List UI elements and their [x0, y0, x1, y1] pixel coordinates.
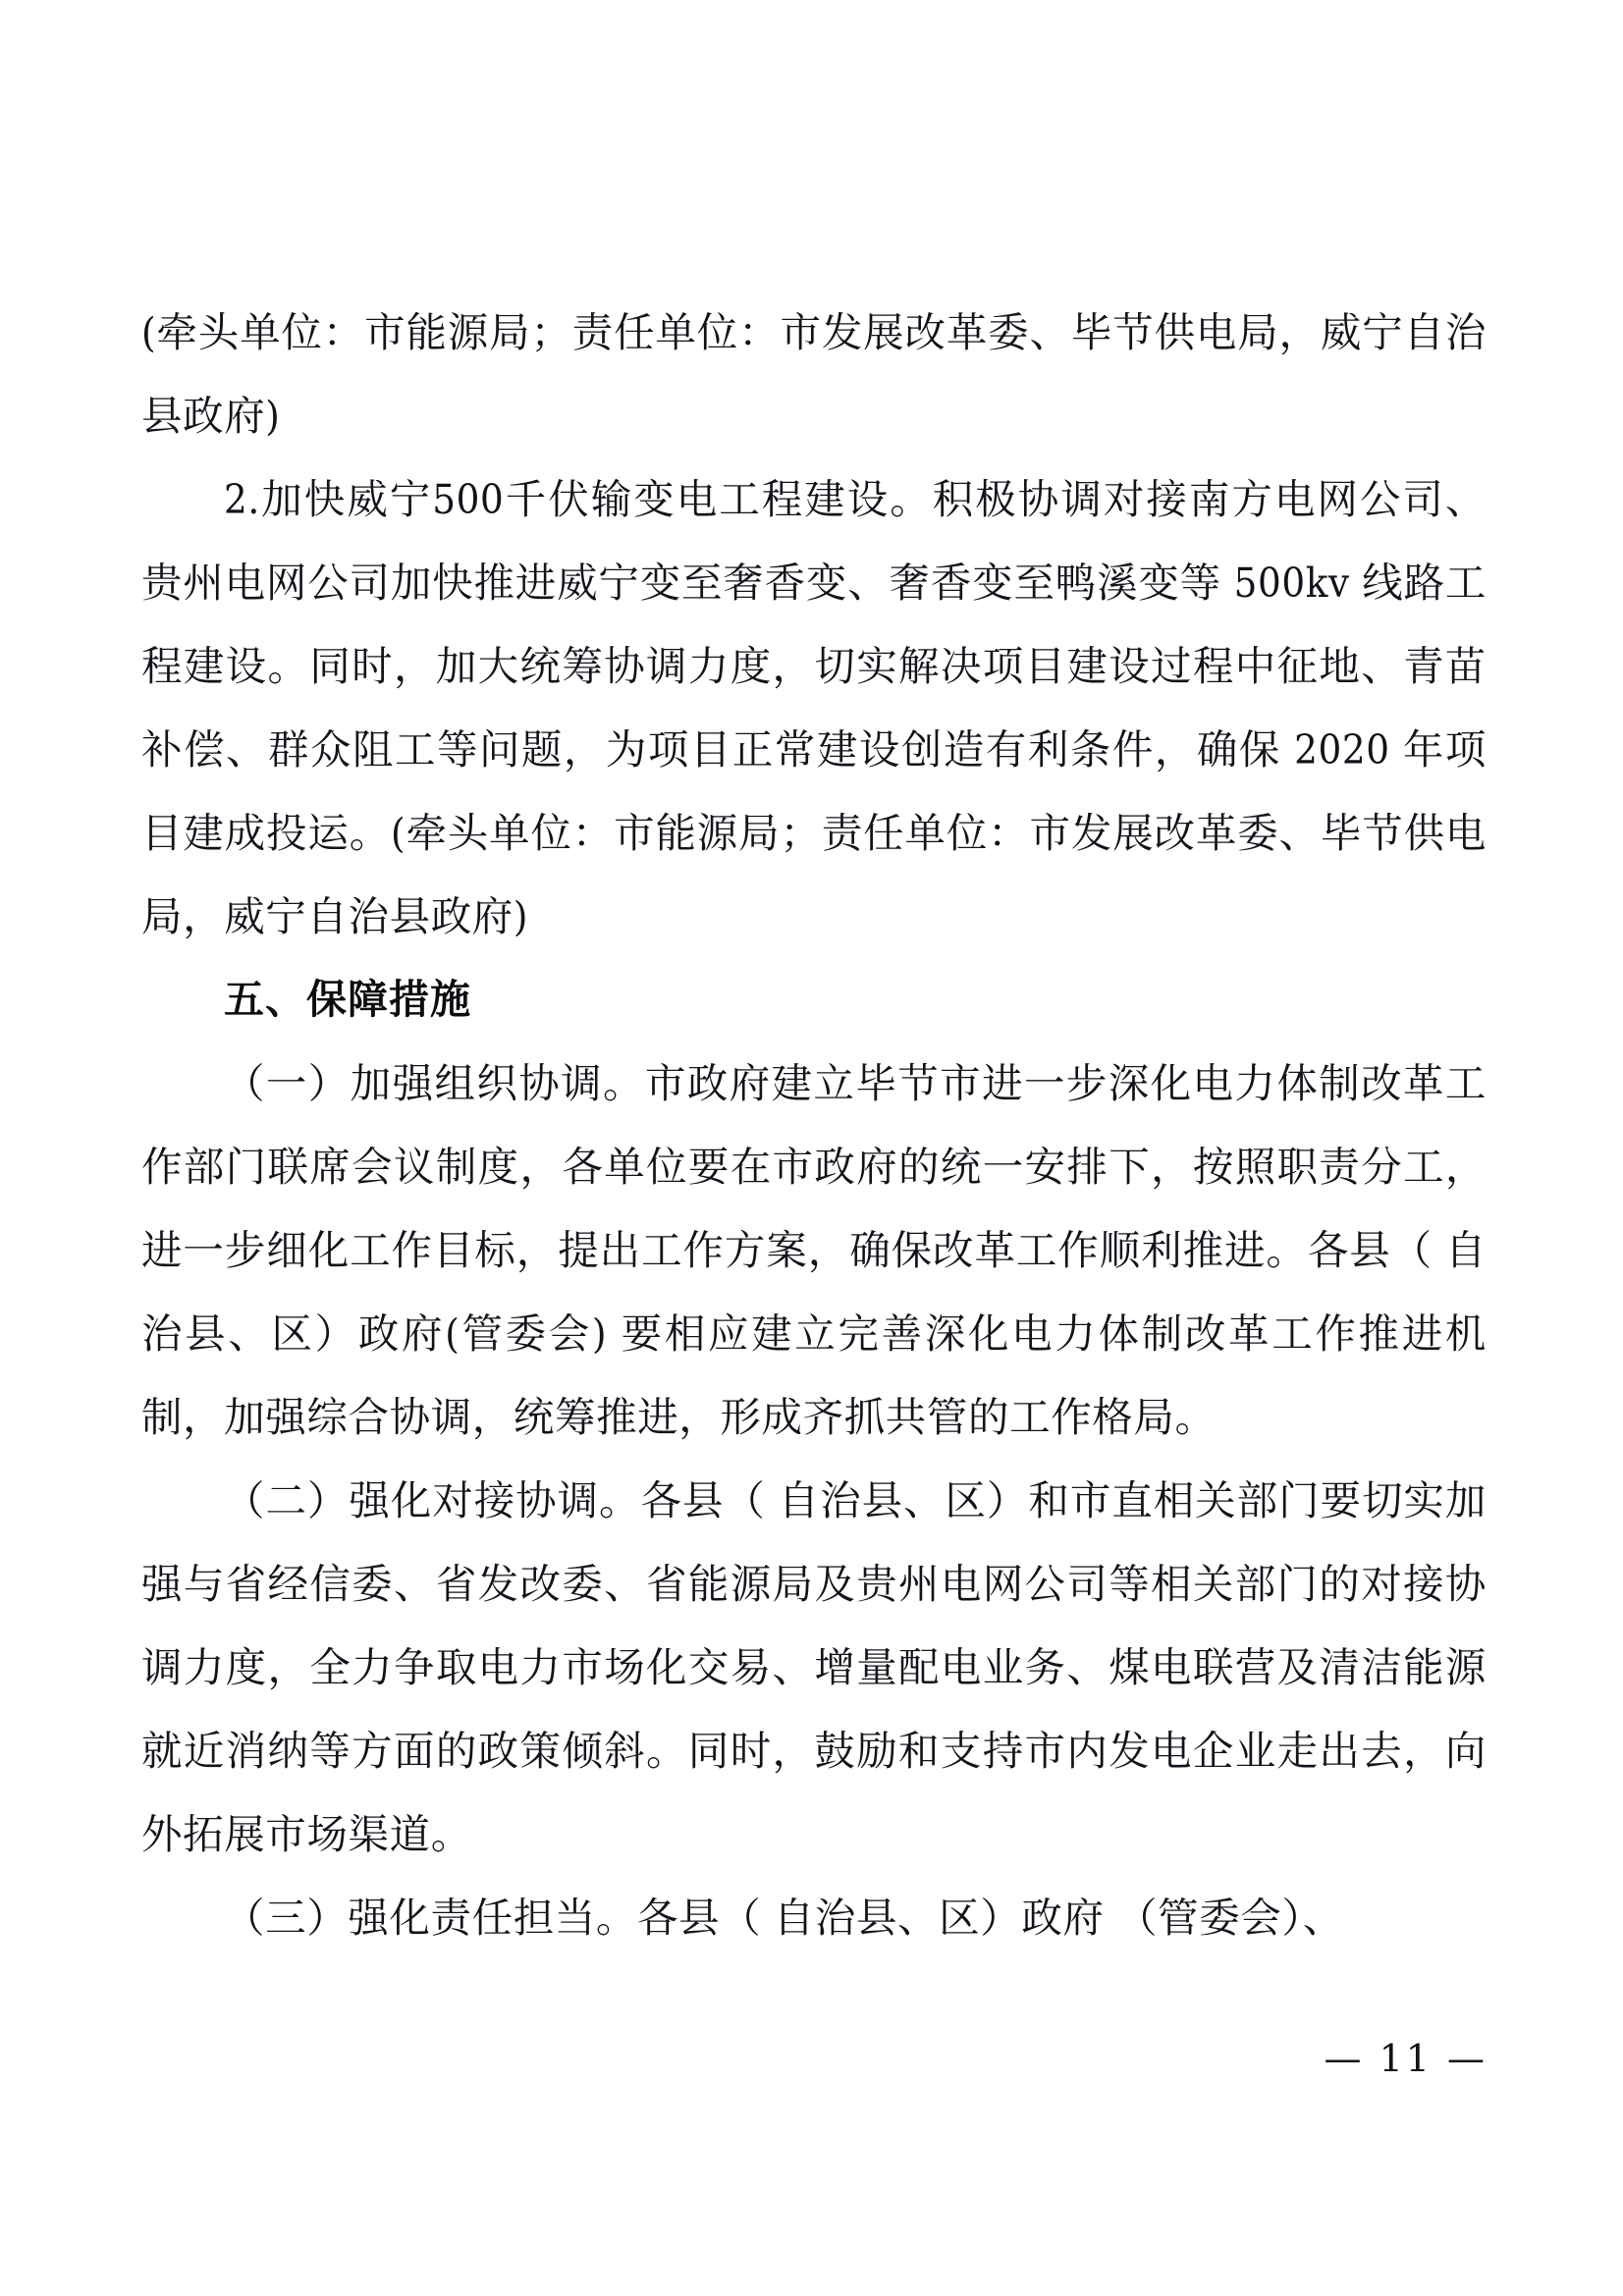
document-body [141, 291, 1487, 1959]
paragraph-item-1-organizational-coordination: （一）加强组织协调。市政府建立毕节市进一步深化电力体制改革工作部门联席会议制度，各单位要在市政府的统一安排下，按照职责分工，进一步细化工作目标，提出工作方案，确保改革工作顺利推进。各县（ 自治县、区）政府(管委会) 要相应建立完善深化电力体制改革工作推进机制，加强综合协调，统筹推进，形成齐抓共管的工作格局。 [141, 1059, 1487, 1441]
paragraph-lead-unit-note: (牵头单位：市能源局；责任单位：市发展改革委、毕节供电局，威宁自治县政府) [141, 308, 1487, 440]
section-heading-safeguard-measures: 五、保障措施 [224, 977, 471, 1022]
paragraph-item-2-weining-500kv: 2.加快威宁500千伏输变电工程建设。积极协调对接南方电网公司、贵州电网公司加快推进威宁变至奢香变、奢香变至鸭溪变等 500kv 线路工程建设。同时，加大统筹协调力度，切实解决项目建设过程中征地、青苗补偿、群众阻工等问题，为项目正常建设创造有利条件，确保 2020 年项目建成投运。(牵头单位：市能源局；责任单位：市发展改革委、毕节供电局，威宁自治县政府) [141, 475, 1487, 940]
page-number: — 11 — [1324, 2037, 1488, 2080]
paragraph-item-3-strengthen-responsibility: （三）强化责任担当。各县（ 自治县、区）政府 （管委会）、 [224, 1894, 1344, 1942]
paragraph-item-2-strengthen-liaison: （二）强化对接协调。各县（ 自治县、区）和市直相关部门要切实加强与省经信委、省发改委、省能源局及贵州电网公司等相关部门的对接协调力度，全力争取电力市场化交易、增量配电业务、煤电联营及清洁能源就近消纳等方面的政策倾斜。同时，鼓励和支持市内发电企业走出去，向外拓展市场渠道。 [141, 1476, 1487, 1858]
